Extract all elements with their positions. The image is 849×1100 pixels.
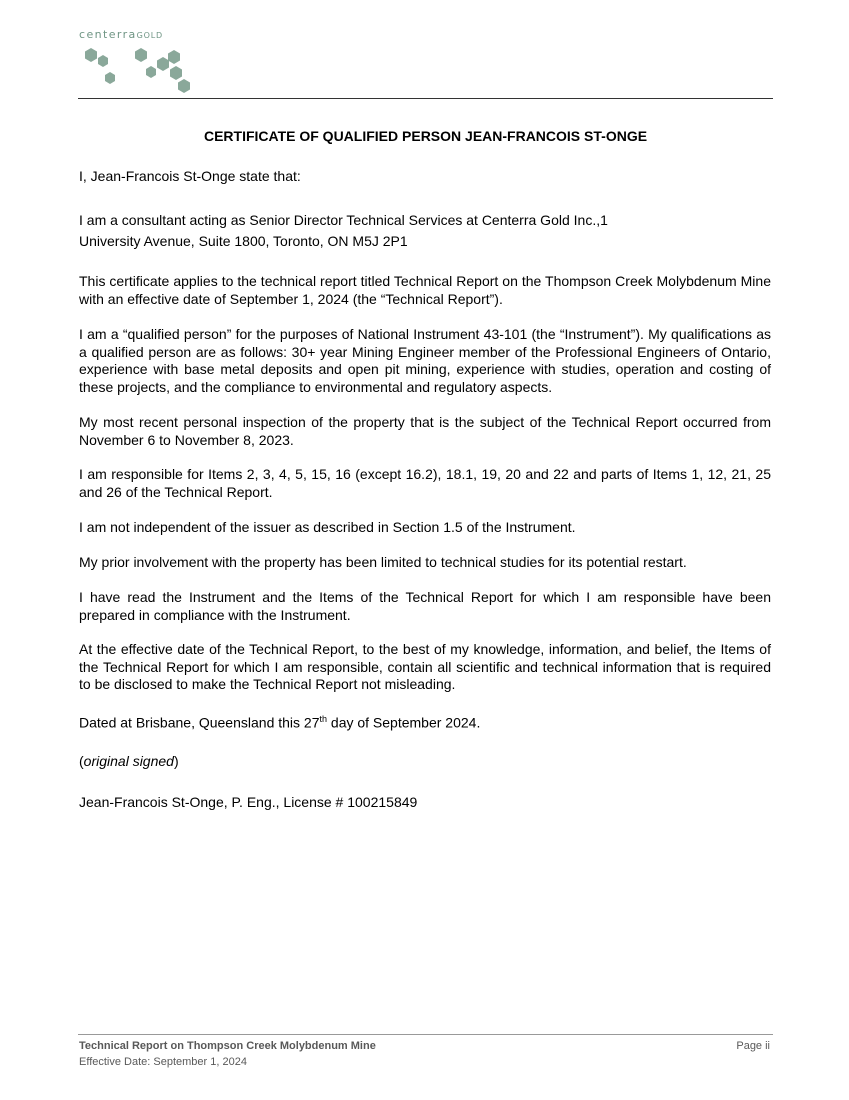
footer-page-number: Page ii — [736, 1040, 770, 1052]
certificate-title: CERTIFICATE OF QUALIFIED PERSON JEAN-FRANCOIS ST-ONGE — [203, 128, 648, 144]
independence-paragraph: I am not independent of the issuer as described in Section 1.5 of the Instrument. — [79, 519, 576, 535]
address-line-2: University Avenue, Suite 1800, Toronto, ON M5J 2P1 — [79, 233, 408, 249]
qualifications-paragraph: I am a “qualified person” for the purposes of National Instrument 43-101 (the “Instrument”). My qualifications as a qualified person are as follows: 30+ year Mining Engineer member of the Professional Engineers of Ontario, experience with base metal deposits and open pit mining, experience with studies, operation and costing of these projects, and the compliance to environmental and regulatory aspects. — [79, 326, 771, 395]
logo-text-suffix: GOLD — [136, 31, 163, 40]
applies-paragraph: This certificate applies to the technical report titled Technical Report on the Thompson Creek Molybdenum Mine with an effective date of September 1, 2024 (the “Technical Report”). — [79, 273, 771, 307]
signed-close-paren: ) — [173, 753, 179, 769]
address-line-1: I am a consultant acting as Senior Director Technical Services at Centerra Gold Inc.,1 — [79, 212, 608, 228]
signed-note — [79, 753, 771, 771]
dated-line — [79, 711, 771, 732]
inspection-paragraph: My most recent personal inspection of the property that is the subject of the Technical Report occurred from November 6 to November 8, 2023. — [79, 414, 771, 448]
header-divider — [78, 98, 773, 99]
disclosure-paragraph: At the effective date of the Technical Report, to the best of my knowledge, information, and belief, the Items of the Technical Report for which I am responsible, contain all scientific and technical information that is required to be disclosed to make the Technical Report not misleading. — [79, 641, 771, 692]
dated-suffix: day of September 2024. — [327, 714, 481, 731]
hexagon-cluster-icon — [79, 44, 199, 96]
footer-divider — [78, 1034, 773, 1035]
dated-ordinal: th — [319, 714, 328, 724]
footer-effective-date: Effective Date: September 1, 2024 — [79, 1056, 247, 1068]
prior-involvement-paragraph: My prior involvement with the property has been limited to technical studies for its potential restart. — [79, 554, 687, 570]
responsibility-paragraph: I am responsible for Items 2, 3, 4, 5, 15, 16 (except 16.2), 18.1, 19, 20 and 22 and parts of Items 1, 12, 21, 25 and 26 of the Technical Report. — [79, 466, 771, 500]
signature-line: Jean-Francois St-Onge, P. Eng., License # 100215849 — [79, 794, 418, 810]
company-logo — [79, 28, 199, 96]
signed-open-paren: ( — [79, 753, 84, 769]
signed-text: original signed — [83, 753, 174, 769]
dated-prefix: Dated at Brisbane, Queensland this 27 — [79, 714, 320, 731]
intro-statement: I, Jean-Francois St-Onge state that: — [79, 168, 301, 184]
employment-address — [79, 210, 771, 252]
compliance-paragraph: I have read the Instrument and the Items of the Technical Report for which I am responsible have been prepared in compliance with the Instrument. — [79, 589, 771, 623]
footer-report-title: Technical Report on Thompson Creek Molybdenum Mine — [79, 1040, 376, 1052]
logo-text: centerra — [79, 28, 137, 41]
logo-wordmark — [79, 28, 163, 41]
